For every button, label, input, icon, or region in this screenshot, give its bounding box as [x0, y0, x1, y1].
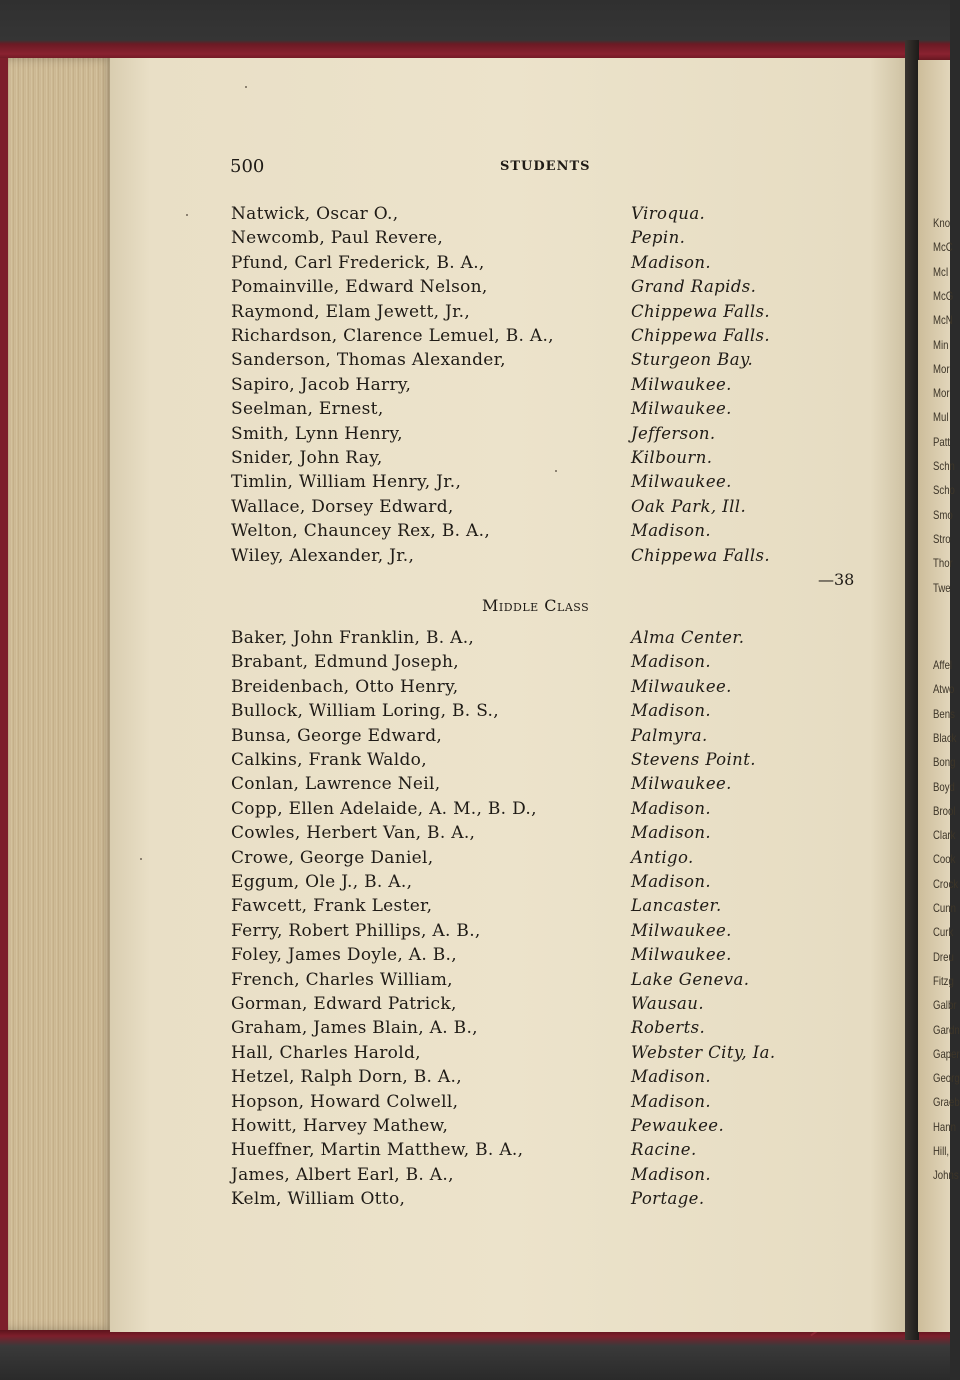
facing-page-text-fragment: Bens: [933, 706, 955, 721]
student-hometown: Chippewa Falls.: [631, 301, 771, 321]
student-entry: [0, 1018, 804, 1042]
paper-speck: [186, 214, 188, 216]
student-name: Timlin, William Henry, Jr.,: [231, 472, 462, 493]
student-name: Eggum, Ole J., B. A.,: [231, 872, 413, 892]
student-entry: [0, 750, 804, 774]
student-hometown: Milwaukee.: [631, 472, 732, 492]
student-entry: [0, 448, 804, 472]
student-hometown: Stevens Point.: [631, 750, 756, 769]
student-entry: [0, 652, 804, 676]
student-name: Wallace, Dorsey Edward,: [231, 496, 454, 517]
facing-page-text-fragment: McC: [933, 240, 953, 255]
margin-note: —38: [818, 570, 855, 589]
facing-page-text-fragment: Kno: [933, 216, 951, 230]
student-name: Calkins, Frank Waldo,: [231, 750, 427, 770]
student-name: Bullock, William Loring, B. S.,: [231, 701, 499, 722]
facing-page-text-fragment: Black: [933, 730, 957, 745]
student-name: Breidenbach, Otto Henry,: [231, 676, 459, 697]
page-header-title: STUDENTS: [500, 159, 591, 174]
facing-page-text-fragment: Graeb: [933, 1095, 960, 1110]
facing-page-text-fragment: Johns: [933, 1168, 959, 1183]
student-name: Snider, John Ray,: [231, 448, 383, 468]
student-entry: [0, 994, 804, 1018]
student-hometown: Portage.: [631, 1189, 705, 1209]
student-name: James, Albert Earl, B. A.,: [231, 1164, 454, 1185]
student-hometown: Chippewa Falls.: [631, 545, 771, 565]
student-hometown: Madison.: [631, 521, 712, 541]
facing-page-text-fragment: Mul: [933, 410, 949, 425]
student-name: Welton, Chauncey Rex, B. A.,: [231, 521, 491, 542]
facing-page-text-fragment: Min: [933, 337, 949, 352]
student-hometown: Palmyra.: [631, 725, 708, 745]
facing-page-text-fragment: Hann: [933, 1119, 956, 1134]
student-entry: [0, 1165, 804, 1189]
student-name: Richardson, Clarence Lemuel, B. A.,: [231, 326, 554, 346]
facing-page-text-fragment: Cunn: [933, 901, 956, 915]
student-hometown: Lake Geneva.: [631, 969, 750, 989]
facing-page-text-fragment: Schn: [933, 459, 955, 473]
student-name: Sapiro, Jacob Harry,: [231, 374, 412, 395]
student-hometown: Madison.: [631, 1164, 712, 1184]
student-hometown: Madison.: [631, 652, 712, 672]
student-hometown: Madison.: [631, 798, 712, 818]
facing-page-text-fragment: McN: [933, 313, 953, 328]
student-entry: [0, 848, 804, 872]
student-hometown: Chippewa Falls.: [631, 326, 771, 345]
student-entry: [0, 872, 804, 896]
facing-page-text-fragment: Boyd: [933, 779, 955, 794]
student-hometown: Milwaukee.: [631, 774, 732, 794]
student-name: Hopson, Howard Colwell,: [231, 1091, 459, 1112]
student-entry: [0, 823, 804, 847]
facing-page-text-fragment: Gardn: [933, 1022, 960, 1037]
student-hometown: Kilbourn.: [631, 448, 713, 467]
section-title: Middle Class: [482, 596, 590, 615]
paper-speck: [555, 470, 557, 472]
student-name: French, Charles William,: [231, 969, 453, 990]
facing-page-text-fragment: Galbr: [933, 998, 957, 1013]
student-entry: [0, 945, 804, 969]
student-name: Foley, James Doyle, A. B.,: [231, 945, 457, 966]
student-name: Newcomb, Paul Revere,: [231, 228, 444, 249]
student-entry: [0, 546, 804, 570]
student-name: Hall, Charles Harold,: [231, 1042, 421, 1063]
facing-page-text-fragment: Affel: [933, 658, 953, 672]
student-entry: [0, 302, 804, 326]
student-entry: [0, 896, 804, 920]
student-entry: [0, 1189, 804, 1213]
student-name: Conlan, Lawrence Neil,: [231, 774, 441, 795]
student-entry: [0, 970, 804, 994]
student-name: Bunsa, George Edward,: [231, 725, 443, 746]
student-name: Crowe, George Daniel,: [231, 847, 434, 868]
student-hometown: Roberts.: [631, 1018, 706, 1038]
paper-speck: [140, 858, 142, 860]
student-hometown: Milwaukee.: [631, 374, 732, 394]
student-hometown: Alma Center.: [631, 628, 745, 647]
student-hometown: Oak Park, Ill.: [631, 496, 747, 516]
student-name: Smith, Lynn Henry,: [231, 423, 403, 444]
facing-page-text-fragment: Smo: [933, 507, 953, 522]
facing-page-text-fragment: Georg: [933, 1071, 960, 1086]
facing-page-text-fragment: Gaper: [933, 1046, 960, 1061]
student-name: Fawcett, Frank Lester,: [231, 896, 433, 917]
book-cover-top: [0, 0, 950, 62]
facing-page-text-fragment: Hill,: [933, 1144, 949, 1158]
facing-page-text-fragment: McI: [933, 264, 949, 279]
student-entry: [0, 326, 804, 350]
student-name: Cowles, Herbert Van, B. A.,: [231, 823, 476, 844]
facing-page-text-fragment: Mor: [933, 361, 950, 376]
page-number: 500: [230, 156, 265, 177]
student-name: Seelman, Ernest,: [231, 399, 384, 420]
facing-page-text-fragment: Clark: [933, 828, 956, 843]
student-entry: [0, 1140, 804, 1164]
student-hometown: Viroqua.: [631, 204, 706, 223]
student-name: Baker, John Franklin, B. A.,: [231, 628, 475, 648]
student-entry: [0, 628, 804, 652]
student-entry: [0, 799, 804, 823]
facing-page-text-fragment: Thor: [933, 556, 953, 571]
facing-page-text-fragment: Atwo: [933, 682, 955, 697]
student-hometown: Madison.: [631, 823, 712, 843]
facing-page-text-fragment: Mor: [933, 386, 950, 401]
student-entry: [0, 1116, 804, 1140]
student-name: Copp, Ellen Adelaide, A. M., B. D.,: [231, 798, 537, 819]
facing-page-text-fragment: McG: [933, 288, 954, 303]
facing-page-text-fragment: Patt: [933, 434, 951, 449]
student-entry: [0, 375, 804, 399]
student-hometown: Wausau.: [631, 994, 704, 1013]
student-entry: [0, 497, 804, 521]
student-entry: [0, 1043, 804, 1067]
student-name: Ferry, Robert Phillips, A. B.,: [231, 920, 481, 941]
student-hometown: Madison.: [631, 1091, 712, 1111]
book-cover-bottom: [0, 1330, 950, 1380]
student-entry: [0, 399, 804, 423]
student-hometown: Antigo.: [631, 847, 694, 867]
student-entry: [0, 228, 804, 252]
student-entry: [0, 424, 804, 448]
student-name: Pfund, Carl Frederick, B. A.,: [231, 252, 485, 273]
facing-page-text-fragment: Scho: [933, 483, 955, 498]
student-entry: [0, 921, 804, 945]
student-name: Kelm, William Otto,: [231, 1189, 406, 1210]
student-name: Pomainville, Edward Nelson,: [231, 277, 488, 298]
facing-page-edge: [918, 60, 960, 1332]
student-name: Graham, James Blain, A. B.,: [231, 1018, 478, 1039]
student-entry: [0, 204, 804, 228]
student-hometown: Madison.: [631, 701, 712, 721]
student-hometown: Racine.: [631, 1140, 697, 1160]
student-hometown: Lancaster.: [631, 896, 722, 916]
student-hometown: Jefferson.: [631, 423, 716, 443]
facing-page-text-fragment: Cook: [933, 852, 956, 867]
student-name: Brabant, Edmund Joseph,: [231, 652, 459, 673]
student-hometown: Pewaukee.: [631, 1116, 725, 1135]
student-hometown: Milwaukee.: [631, 920, 732, 940]
student-hometown: Milwaukee.: [631, 676, 732, 696]
paper-speck: [245, 86, 247, 88]
facing-page-text-fragment: Brool: [933, 803, 956, 818]
student-entry: [0, 677, 804, 701]
student-name: Hetzel, Ralph Dorn, B. A.,: [231, 1067, 462, 1088]
student-entry: [0, 521, 804, 545]
student-hometown: Milwaukee.: [631, 945, 732, 965]
facing-page-text-fragment: Fitzg: [933, 973, 954, 988]
student-entry: [0, 1067, 804, 1091]
student-entry: [0, 472, 804, 496]
student-entry: [0, 1092, 804, 1116]
facing-page-text-fragment: Twe: [933, 580, 951, 595]
student-name: Gorman, Edward Patrick,: [231, 994, 457, 1014]
facing-page-text-fragment: Dreu: [933, 949, 954, 964]
student-hometown: Madison.: [631, 872, 712, 891]
book-gutter: [905, 40, 919, 1340]
student-entry: [0, 350, 804, 374]
facing-page-text-fragment: Crock: [933, 876, 959, 891]
student-entry: [0, 701, 804, 725]
student-hometown: Madison.: [631, 252, 712, 272]
student-hometown: Pepin.: [631, 228, 686, 248]
facing-page-text-fragment: Curk: [933, 925, 954, 940]
facing-page-text-fragment: Stro: [933, 531, 951, 546]
student-hometown: Sturgeon Bay.: [631, 350, 754, 370]
student-hometown: Milwaukee.: [631, 399, 732, 419]
student-entry: [0, 253, 804, 277]
student-entry: [0, 277, 804, 301]
student-hometown: Madison.: [631, 1067, 712, 1087]
student-name: Wiley, Alexander, Jr.,: [231, 545, 415, 566]
student-name: Howitt, Harvey Mathew,: [231, 1116, 449, 1136]
student-name: Hueffner, Martin Matthew, B. A.,: [231, 1140, 524, 1161]
facing-page-text-fragment: Bong: [933, 755, 956, 770]
student-entry: [0, 726, 804, 750]
student-hometown: Grand Rapids.: [631, 277, 757, 297]
student-name: Sanderson, Thomas Alexander,: [231, 350, 506, 371]
student-name: Natwick, Oscar O.,: [231, 204, 399, 224]
student-hometown: Webster City, Ia.: [631, 1042, 776, 1062]
student-entry: [0, 774, 804, 798]
student-name: Raymond, Elam Jewett, Jr.,: [231, 301, 471, 322]
